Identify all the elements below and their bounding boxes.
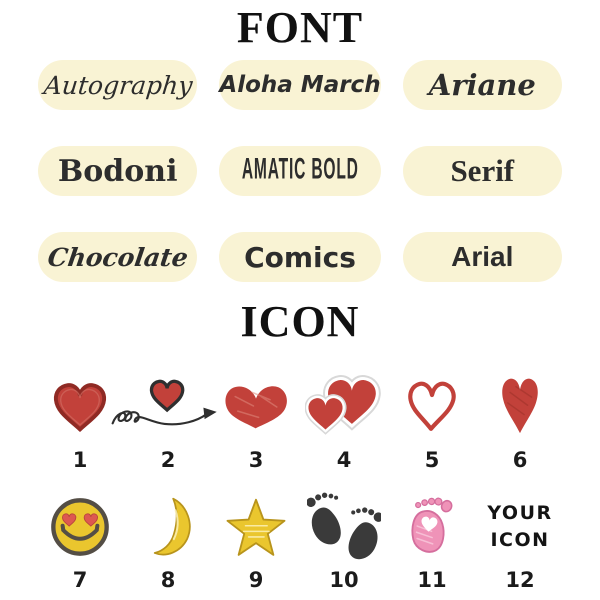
font-sample-label: Autography bbox=[42, 70, 194, 100]
icon-option-10 bbox=[300, 488, 388, 592]
icon-number: 8 bbox=[160, 568, 176, 592]
font-sample-label: AMATIC BOLD bbox=[241, 153, 359, 187]
your-icon-line2: ICON bbox=[490, 529, 550, 551]
crescent-moon-icon bbox=[142, 488, 194, 566]
icon-option-8 bbox=[124, 488, 212, 592]
filled-heart-icon bbox=[50, 368, 110, 446]
font-sample-label: Serif bbox=[450, 153, 515, 188]
icon-number: 5 bbox=[424, 448, 440, 472]
heart-doodle-arrow-icon bbox=[109, 368, 227, 446]
icon-option-7 bbox=[36, 488, 124, 592]
font-sample-label: Comics bbox=[244, 240, 356, 274]
icon-section-title: ICON bbox=[240, 297, 360, 346]
double-hearts-icon bbox=[305, 368, 383, 446]
icon-number: 3 bbox=[248, 448, 264, 472]
font-option-arial bbox=[403, 232, 562, 282]
icon-number: 2 bbox=[160, 448, 176, 472]
icon-number: 12 bbox=[505, 568, 535, 592]
icon-option-2 bbox=[124, 368, 212, 472]
icon-number: 10 bbox=[329, 568, 359, 592]
font-sample-label: Ariane bbox=[428, 68, 536, 102]
your-icon-line1: YOUR bbox=[487, 502, 553, 525]
font-option-serif bbox=[403, 146, 562, 196]
icon-number: 1 bbox=[72, 448, 88, 472]
font-option-chocolate bbox=[38, 232, 197, 282]
icon-number: 9 bbox=[248, 568, 264, 592]
outline-heart-icon bbox=[406, 368, 458, 446]
icon-option-11 bbox=[388, 488, 476, 592]
heart-eyes-smiley-icon bbox=[49, 488, 111, 566]
pink-baby-foot-icon bbox=[407, 488, 457, 566]
icon-number: 4 bbox=[336, 448, 352, 472]
font-option-ariane bbox=[403, 60, 562, 110]
font-option-autography bbox=[38, 60, 197, 110]
icon-options-row-1 bbox=[36, 368, 564, 472]
star-icon bbox=[225, 488, 287, 566]
font-option-bodoni bbox=[38, 146, 197, 196]
font-option-aloha-march bbox=[219, 60, 380, 110]
satin-heart-icon bbox=[222, 368, 290, 446]
icon-option-5 bbox=[388, 368, 476, 472]
icon-option-3 bbox=[212, 368, 300, 472]
icon-number: 7 bbox=[72, 568, 88, 592]
icon-option-6 bbox=[476, 368, 564, 472]
icon-number: 6 bbox=[512, 448, 528, 472]
icon-option-4 bbox=[300, 368, 388, 472]
your-icon-placeholder bbox=[487, 488, 552, 566]
font-sample-label: Arial bbox=[451, 241, 514, 272]
font-sample-label: Bodoni bbox=[57, 153, 178, 189]
tall-heart-icon bbox=[499, 368, 541, 446]
font-option-amatic-bold bbox=[219, 146, 380, 196]
font-option-comics bbox=[219, 232, 380, 282]
font-section-title: FONT bbox=[236, 3, 364, 52]
font-sample-label: Chocolate bbox=[45, 242, 190, 272]
baby-footprints-icon bbox=[307, 488, 381, 566]
icon-option-12 bbox=[476, 488, 564, 592]
icon-option-9 bbox=[212, 488, 300, 592]
font-sample-label: Aloha March bbox=[219, 72, 381, 98]
icon-options-row-2 bbox=[36, 488, 564, 592]
icon-number: 11 bbox=[417, 568, 447, 592]
font-samples-grid bbox=[38, 60, 562, 282]
